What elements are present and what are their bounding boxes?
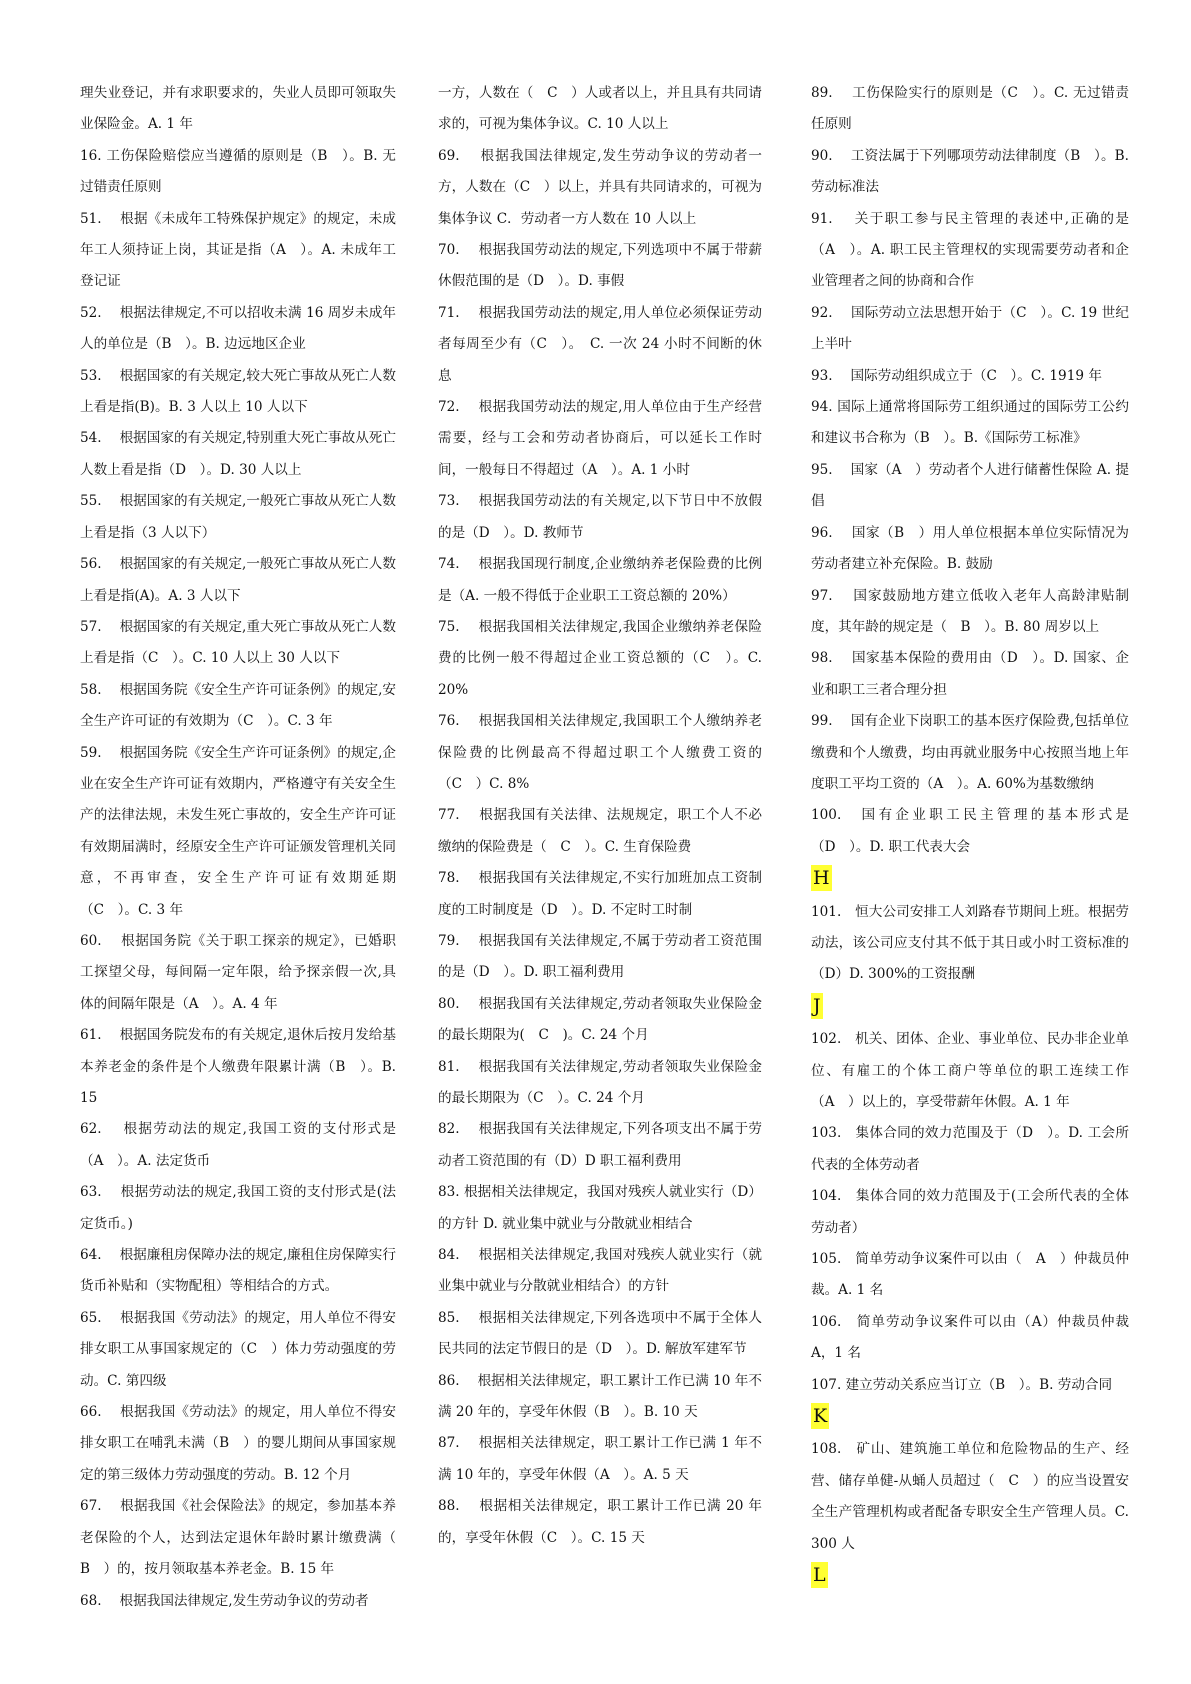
section-letter-k: K <box>813 1405 828 1428</box>
question-item: 53. 根据国家的有关规定,较大死亡事故从死亡人数上看是指(B)。B. 3 人以上 10 人以下 <box>80 367 396 416</box>
question-item: 79. 根据我国有关法律规定,不属于劳动者工资范围的是（D ）。D. 职工福利费用 <box>438 932 762 981</box>
section-letter-l: L <box>813 1564 826 1587</box>
question-item: 80. 根据我国有关法律规定,劳动者领取失业保险金的最长期限为( C )。C. 24 个月 <box>438 995 762 1044</box>
question-item: 16. 工伤保险赔偿应当遵循的原则是（B ）。B. 无过错责任原则 <box>80 147 396 196</box>
question-item: 59. 根据国务院《安全生产许可证条例》的规定,企业在安全生产许可证有效期内，严格遵守有关安全生产的法律法规，未发生死亡事故的，安全生产许可证有效期届满时，经原安全生产许可证颁发管理机关同意，不再审查，安全生产许可证有效期延期（C ）。C. 3 年 <box>80 744 396 918</box>
question-item: 74. 根据我国现行制度,企业缴纳养老保险费的比例是（A. 一般不得低于企业职工工资总额的 20%） <box>438 556 762 604</box>
question-item: 69. 根据我国法律规定,发生劳动争议的劳动者一方，人数在（C ）以上，并具有共同请求的，可视为集体争议 C．劳动者一方人数在 10 人以上 <box>438 147 762 227</box>
question-item: 88. 根据相关法律规定，职工累计工作已满 20 年的，享受年休假（C ）。C. 15 天 <box>438 1498 762 1546</box>
question-item: 54. 根据国家的有关规定,特别重大死亡事故从死亡人数上看是指（D ）。D. 30 人以上 <box>80 430 396 478</box>
question-item: 101. 恒大公司安排工人刘路春节期间上班。根据劳动法，该公司应支付其不低于其日或小时工资标准的（D）D. 300%的工资报酬 <box>811 903 1129 983</box>
question-item: 58. 根据国务院《安全生产许可证条例》的规定,安全生产许可证的有效期为（C ）。C. 3 年 <box>80 681 396 730</box>
question-item: 63. 根据劳动法的规定,我国工资的支付形式是(法定货币。) <box>80 1184 396 1232</box>
section-letter-h: H <box>813 867 830 890</box>
question-item: 91. 关于职工参与民主管理的表述中,正确的是（A ）。A. 职工民主管理权的实现需要劳动者和企业管理者之间的协商和合作 <box>811 210 1129 290</box>
question-item: 106. 简单劳动争议案件可以由（A）仲裁员仲裁 A，1 名 <box>811 1313 1134 1362</box>
question-item: 90. 工资法属于下列哪项劳动法律制度（B ）。B. 劳动标准法 <box>811 147 1134 196</box>
question-item: 56. 根据国家的有关规定,一般死亡事故从死亡人数上看是指(A)。A. 3 人以下 <box>80 556 396 604</box>
question-item: 一方，人数在（ C ）人或者以上，并且具有共同请求的，可视为集体争议。C. 10 人以上 <box>438 85 762 133</box>
question-item: 108. 矿山、建筑施工单位和危险物品的生产、经营、储存单健-从蛹人员超过（ C ）的应当设置安全生产管理机构或者配备专职安全生产管理人员。C. 300 人 <box>811 1441 1134 1552</box>
question-item: 82. 根据我国有关法律规定,下列各项支出不属于劳动者工资范围的有（D）D 职工福利费用 <box>438 1121 762 1169</box>
question-item: 86. 根据相关法律规定，职工累计工作已满 10 年不满 20 年的，享受年休假（B ）。B. 10 天 <box>438 1372 762 1421</box>
question-item: 理失业登记，并有求职要求的，失业人员即可领取失业保险金。A. 1 年 <box>80 85 396 133</box>
column-right <box>811 78 1134 1594</box>
question-item: 67. 根据我国《社会保险法》的规定，参加基本养老保险的个人，达到法定退休年龄时累计缴费满（ B ）的，按月领取基本养老金。B. 15 年 <box>80 1498 410 1578</box>
question-item: 78. 根据我国有关法律规定,不实行加班加点工资制度的工时制度是（D ）。D. 不定时工时制 <box>438 870 762 918</box>
section-letter-j: J <box>813 994 821 1017</box>
question-item: 87. 根据相关法律规定，职工累计工作已满 1 年不满 10 年的，享受年休假（A ）。A. 5 天 <box>438 1435 762 1483</box>
question-item: 52. 根据法律规定,不可以招收未满 16 周岁未成年人的单位是（B ）。B. 边远地区企业 <box>80 304 396 353</box>
question-item: 68. 根据我国法律规定,发生劳动争议的劳动者 <box>80 1592 369 1609</box>
question-item: 64. 根据廉租房保障办法的规定,廉租住房保障实行货币补贴和（实物配租）等相结合的方式。 <box>80 1247 396 1295</box>
question-item: 57. 根据国家的有关规定,重大死亡事故从死亡人数上看是指（C ）。C. 10 人以上 30 人以下 <box>80 618 396 667</box>
question-item: 66. 根据我国《劳动法》的规定，用人单位不得安排女职工在哺乳未满（B ）的婴儿期间从事国家规定的第三级体力劳动强度的劳动。B. 12 个月 <box>80 1404 396 1483</box>
question-item: 72. 根据我国劳动法的规定,用人单位由于生产经营需要，经与工会和劳动者协商后，可以延长工作时间，一般每日不得超过（A ）。A. 1 小时 <box>438 399 762 478</box>
question-item: 65. 根据我国《劳动法》的规定，用人单位不得安排女职工从事国家规定的（C ）体力劳动强度的劳动。C. 第四级 <box>80 1309 396 1389</box>
question-item: 103. 集体合同的效力范围及于（D ）。D. 工会所代表的全体劳动者 <box>811 1125 1129 1173</box>
question-item: 61. 根据国务院发布的有关规定,退休后按月发给基本养老金的条件是个人缴费年限累计满（B ）。B. 15 <box>80 1027 401 1106</box>
question-item: 75. 根据我国相关法律规定,我国企业缴纳养老保险费的比例一般不得超过企业工资总额的（C ）。C. 20% <box>438 618 767 698</box>
column-middle <box>438 78 767 1554</box>
question-item: 100. 国有企业职工民主管理的基本形式是（D ）。D. 职工代表大会 <box>811 807 1129 855</box>
question-item: 99. 国有企业下岗职工的基本医疗保险费,包括单位缴费和个人缴费，均由再就业服务中心按照当地上年度职工平均工资的（A ）。A. 60%为基数缴纳 <box>811 713 1129 792</box>
question-item: 105. 简单劳动争议案件可以由（ A ）仲裁员仲裁。A. 1 名 <box>811 1251 1129 1299</box>
question-item: 98. 国家基本保险的费用由（D ）。D. 国家、企业和职工三者合理分担 <box>811 650 1129 698</box>
question-item: 76. 根据我国相关法律规定,我国职工个人缴纳养老保险费的比例最高不得超过职工个人缴费工资的（C ）C. 8% <box>438 713 762 792</box>
question-item: 97. 国家鼓励地方建立低收入老年人高龄津贴制度，其年龄的规定是（ B ）。B. 80 周岁以上 <box>811 587 1129 635</box>
question-item: 94. 国际上通常将国际劳工组织通过的国际劳工公约和建议书合称为（B ）。B.《国际劳工标准》 <box>811 399 1129 447</box>
question-item: 96. 国家（B ）用人单位根据本单位实际情况为劳动者建立补充保险。B. 鼓励 <box>811 524 1129 573</box>
question-item: 107. 建立劳动关系应当订立（B ）。B. 劳动合同 <box>811 1376 1113 1393</box>
question-item: 60. 根据国务院《关于职工探亲的规定》，已婚职工探望父母，每间隔一定年限，给予探亲假一次,具体的间隔年限是（A ）。A. 4 年 <box>80 932 396 1012</box>
question-item: 70. 根据我国劳动法的规定,下列选项中不属于带薪休假范围的是（D ）。D. 事假 <box>438 242 762 290</box>
question-item: 85. 根据相关法律规定,下列各选项中不属于全体人民共同的法定节假日的是（D ）。D. 解放军建军节 <box>438 1309 762 1358</box>
question-item: 93. 国际劳动组织成立于（C ）。C. 1919 年 <box>811 367 1102 384</box>
question-item: 81. 根据我国有关法律规定,劳动者领取失业保险金的最长期限为（C ）。C. 24 个月 <box>438 1058 762 1106</box>
question-item: 95. 国家（A ）劳动者个人进行储蓄性保险 A. 提倡 <box>811 461 1129 510</box>
question-item: 51. 根据《未成年工特殊保护规定》的规定，未成年工人须持证上岗，其证是指（A ）。A. 未成年工登记证 <box>80 210 396 290</box>
question-item: 83. 根据相关法律规定，我国对残疾人就业实行（D）的方针 D. 就业集中就业与分散就业相结合 <box>438 1184 762 1232</box>
question-item: 84. 根据相关法律规定,我国对残疾人就业实行（就业集中就业与分散就业相结合）的方针 <box>438 1247 762 1295</box>
column-left <box>80 78 410 1617</box>
question-item: 102. 机关、团体、企业、事业单位、民办非企业单位、有雇工的个体工商户等单位的职工连续工作（A ）以上的，享受带薪年休假。A. 1 年 <box>811 1031 1129 1110</box>
question-item: 71. 根据我国劳动法的规定,用人单位必须保证劳动者每周至少有（C ）。 C. 一次 24 小时不间断的休息 <box>438 304 762 384</box>
question-item: 77. 根据我国有关法律、法规规定，职工个人不必缴纳的保险费是（ C ）。C. 生育保险费 <box>438 807 762 855</box>
question-item: 73. 根据我国劳动法的有关规定,以下节日中不放假的是（D ）。D. 教师节 <box>438 493 762 541</box>
question-item: 92. 国际劳动立法思想开始于（C ）。C. 19 世纪上半叶 <box>811 304 1129 353</box>
question-item: 62. 根据劳动法的规定,我国工资的支付形式是（A ）。A. 法定货币 <box>80 1121 396 1169</box>
question-item: 104. 集体合同的效力范围及于(工会所代表的全体劳动者） <box>811 1188 1129 1236</box>
question-item: 89. 工伤保险实行的原则是（C ）。C. 无过错责任原则 <box>811 85 1129 133</box>
question-item: 55. 根据国家的有关规定,一般死亡事故从死亡人数上看是指（3 人以下） <box>80 493 396 541</box>
